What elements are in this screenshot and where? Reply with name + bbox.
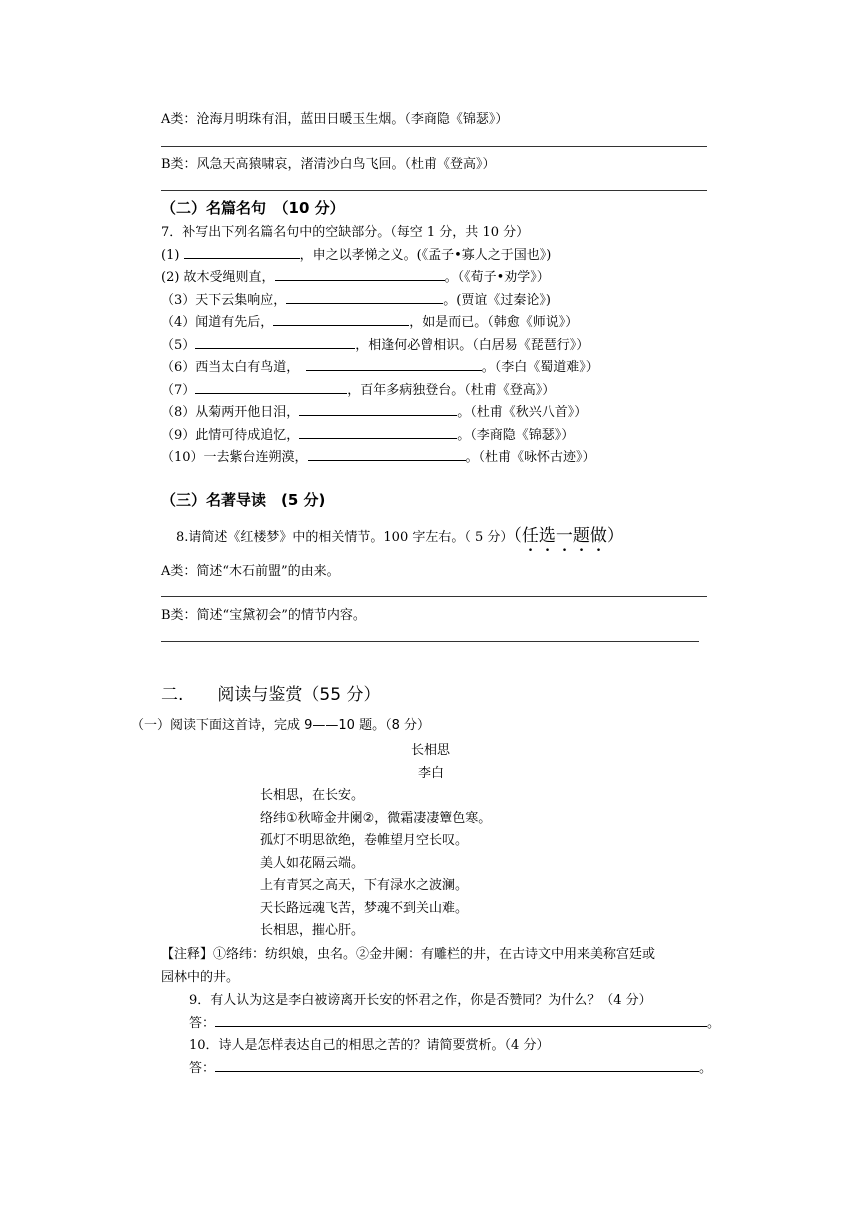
poem-choice-a: A类：沧海月明珠有泪，蓝田日暖玉生烟。（李商隐《锦瑟》）: [161, 112, 509, 127]
section-heading-famous-lines: （二）名篇名句 （10 分）: [161, 199, 345, 217]
poem-line: 美人如花隔云端。: [260, 856, 365, 871]
question-8: 8.请简述《红楼梦》中的相关情节。100 字左右。（ 5 分）（任选一题做）: [176, 526, 624, 546]
poem-choice-b: B类：风急天高猿啸哀，渚清沙白鸟飞回。（杜甫《登高》）: [161, 157, 496, 172]
poem-notes: 【注释】①络纬：纺织娘，虫名。②金井阑：有雕栏的井，在古诗文中用来美称宫廷或: [161, 947, 656, 962]
fill-item-2: (2) 故木受绳则直， 。（《荀子•劝学》）: [161, 270, 550, 285]
fill-item-8: （8）从菊两开他日泪， 。（杜甫《秋兴八首》）: [161, 405, 588, 420]
fill-item-6: （6）西当太白有鸟道， 。（李白《蜀道难》）: [161, 360, 599, 375]
poem-line: 长相思，在长安。: [260, 788, 365, 803]
question-7: 7．补写出下列名篇名句中的空缺部分。（每空 1 分，共 10 分）: [161, 225, 530, 240]
fill-item-1: (1) ，申之以孝悌之义。(《孟子•寡人之于国也》): [161, 248, 552, 263]
section-heading-classics: （三）名著导读 (5 分): [161, 491, 326, 509]
fill-item-4: （4）闻道有先后， ，如是而已。（韩愈《师说》）: [161, 315, 579, 330]
answer-line: [161, 190, 707, 191]
part-heading-reading: 二. 阅读与鉴赏（55 分）: [161, 685, 381, 705]
novel-choice-a: A类：简述“木石前盟”的由来。: [161, 564, 340, 579]
fill-item-3: （3）天下云集响应， 。(贾谊《过秦论》): [161, 293, 551, 308]
question-10: 10．诗人是怎样表达自己的相思之苦的？请简要赏析。（4 分）: [189, 1038, 550, 1053]
fill-item-7: （7） ，百年多病独登台。（杜甫《登高》）: [161, 383, 556, 398]
answer-line: [161, 641, 699, 642]
poem-notes-continued: 园林中的井。: [161, 970, 240, 985]
novel-choice-b: B类：简述“宝黛初会”的情节内容。: [161, 608, 366, 623]
poem-line: 长相思，摧心肝。: [260, 923, 365, 938]
answer-10: 答： 。: [189, 1061, 713, 1076]
poem-line: 上有青冥之高天，下有渌水之波澜。: [260, 878, 469, 893]
answer-9: 答： 。: [189, 1016, 721, 1031]
answer-line: [161, 596, 707, 597]
poem-line: 天长路远魂飞苦，梦魂不到关山难。: [260, 901, 469, 916]
answer-line: [161, 146, 707, 147]
question-9: 9．有人认为这是李白被谤离开长安的怀君之作，你是否赞同？为什么？（4 分）: [189, 993, 652, 1008]
subsection-poem: （一）阅读下面这首诗，完成 9——10 题。（8 分）: [131, 718, 430, 733]
poem-line: 络纬①秋啼金井阑②，微霜凄凄簟色寒。: [260, 811, 492, 826]
poem-title: 长相思: [411, 743, 451, 758]
fill-item-9: （9）此情可待成追忆， 。（李商隐《锦瑟》）: [161, 428, 575, 443]
fill-item-10: （10）一去紫台连朔漠， 。（杜甫《咏怀古迹》）: [161, 450, 596, 465]
choose-one-note: （任选一题做）: [513, 526, 624, 546]
fill-item-5: （5） ，相逢何必曾相识。（白居易《琵琶行》）: [161, 338, 590, 353]
poem-line: 孤灯不明思欲绝，卷帷望月空长叹。: [260, 833, 469, 848]
poem-author: 李白: [418, 766, 445, 781]
